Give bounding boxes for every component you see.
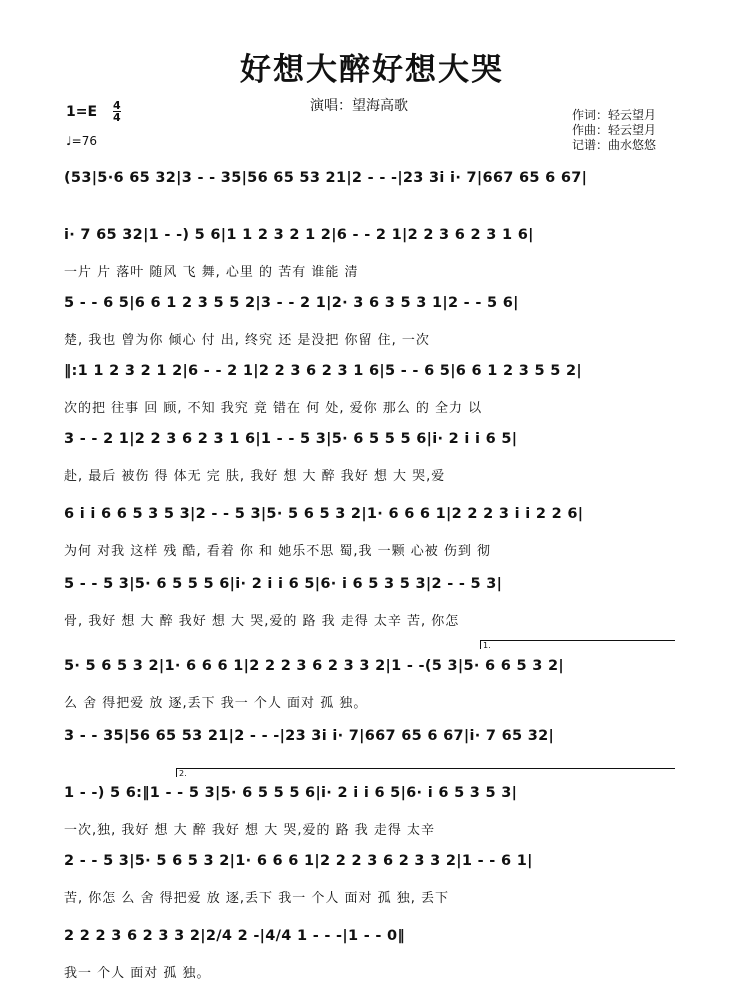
key-signature: 1=E (66, 104, 98, 120)
lyric-line: 次的把 往事 回 顾, 不知 我究 竟 错在 何 处, 爱你 那么 的 全力 以 (64, 401, 483, 416)
time-signature (113, 100, 121, 123)
lyric-line: 一次,独, 我好 想 大 醉 我好 想 大 哭,爱的 路 我 走得 太辛 (64, 823, 435, 838)
notation-line: 6 i i 6 6 5 3 5 3|2 - - 5 3|5· 5 6 5 3 2|1· 6 6 6 1|2 2 2 3 i i 2 2 6| (64, 506, 584, 522)
notation-line: 5 - - 5 3|5· 6 5 5 5 6|i· 2 i i 6 5|6· i 6 5 3 5 3|2 - - 5 3| (64, 576, 503, 592)
lyric-line: 为何 对我 这样 残 酷, 看着 你 和 她乐不思 蜀,我 一颗 心被 伤到 彻 (64, 544, 491, 559)
notation-line: (53|5·6 65 32|3 - - 35|56 65 53 21|2 - - -|23 3i i· 7|667 65 6 67| (64, 170, 588, 186)
song-title: 好想大醉好想大哭 (240, 52, 504, 88)
notation-line: 1 - -) 5 6:‖1 - - 5 3|5· 6 5 5 5 6|i· 2 i i 6 5|6· i 6 5 3 5 3| (64, 785, 518, 801)
first-ending-bracket (480, 640, 675, 649)
lyric-line: 么 舍 得把爱 放 逐,丢下 我一 个人 面对 孤 独。 (64, 696, 368, 711)
notation-line: 2 - - 5 3|5· 5 6 5 3 2|1· 6 6 6 1|2 2 2 3 6 2 3 3 2|1 - - 6 1| (64, 853, 533, 869)
composer-credit: 作曲：轻云望月 (572, 123, 657, 137)
lyric-line: 楚, 我也 曾为你 倾心 付 出, 终究 还 是没把 你留 住, 一次 (64, 333, 430, 348)
first-ending-label: 1. (483, 641, 491, 650)
notation-line: 5· 5 6 5 3 2|1· 6 6 6 1|2 2 2 3 6 2 3 3 2|1 - -(5 3|5· 6 6 5 3 2| (64, 658, 564, 674)
notation-line: 3 - - 2 1|2 2 3 6 2 3 1 6|1 - - 5 3|5· 6 5 5 5 6|i· 2 i i 6 5| (64, 431, 518, 447)
notation-line: i· 7 65 32|1 - -) 5 6|1 1 2 3 2 1 2|6 - - 2 1|2 2 3 6 2 3 1 6| (64, 227, 534, 243)
lyricist-credit: 作词：轻云望月 (572, 108, 657, 122)
second-ending-bracket (176, 768, 675, 777)
time-signature-top: 4 (113, 99, 121, 112)
tempo-marking: ♩=76 (66, 134, 97, 148)
transcriber-credit: 记谱：曲水悠悠 (572, 138, 657, 152)
lyric-line: 骨, 我好 想 大 醉 我好 想 大 哭,爱的 路 我 走得 太辛 苦, 你怎 (64, 614, 460, 629)
notation-line: 3 - - 35|56 65 53 21|2 - - -|23 3i i· 7|667 65 6 67|i· 7 65 32| (64, 728, 555, 744)
lyric-line: 我一 个人 面对 孤 独。 (64, 966, 211, 981)
notation-line: 2 2 2 3 6 2 3 3 2|2/4 2 -|4/4 1 - - -|1 - - 0‖ (64, 928, 405, 944)
credits-block (572, 108, 656, 153)
lyric-line: 一片 片 落叶 随风 飞 舞, 心里 的 苦有 谁能 清 (64, 265, 359, 280)
time-signature-bottom: 4 (113, 111, 121, 124)
lyric-line: 苦, 你怎 么 舍 得把爱 放 逐,丢下 我一 个人 面对 孤 独, 丢下 (64, 891, 449, 906)
singer-credit: 演唱：望海高歌 (310, 98, 408, 114)
notation-line: ‖:1 1 2 3 2 1 2|6 - - 2 1|2 2 3 6 2 3 1 6|5 - - 6 5|6 6 1 2 3 5 5 2| (64, 363, 582, 379)
notation-line: 5 - - 6 5|6 6 1 2 3 5 5 2|3 - - 2 1|2· 3 6 3 5 3 1|2 - - 5 6| (64, 295, 519, 311)
lyric-line: 赴, 最后 被伤 得 体无 完 肤, 我好 想 大 醉 我好 想 大 哭,爱 (64, 469, 446, 484)
second-ending-label: 2. (179, 769, 187, 778)
